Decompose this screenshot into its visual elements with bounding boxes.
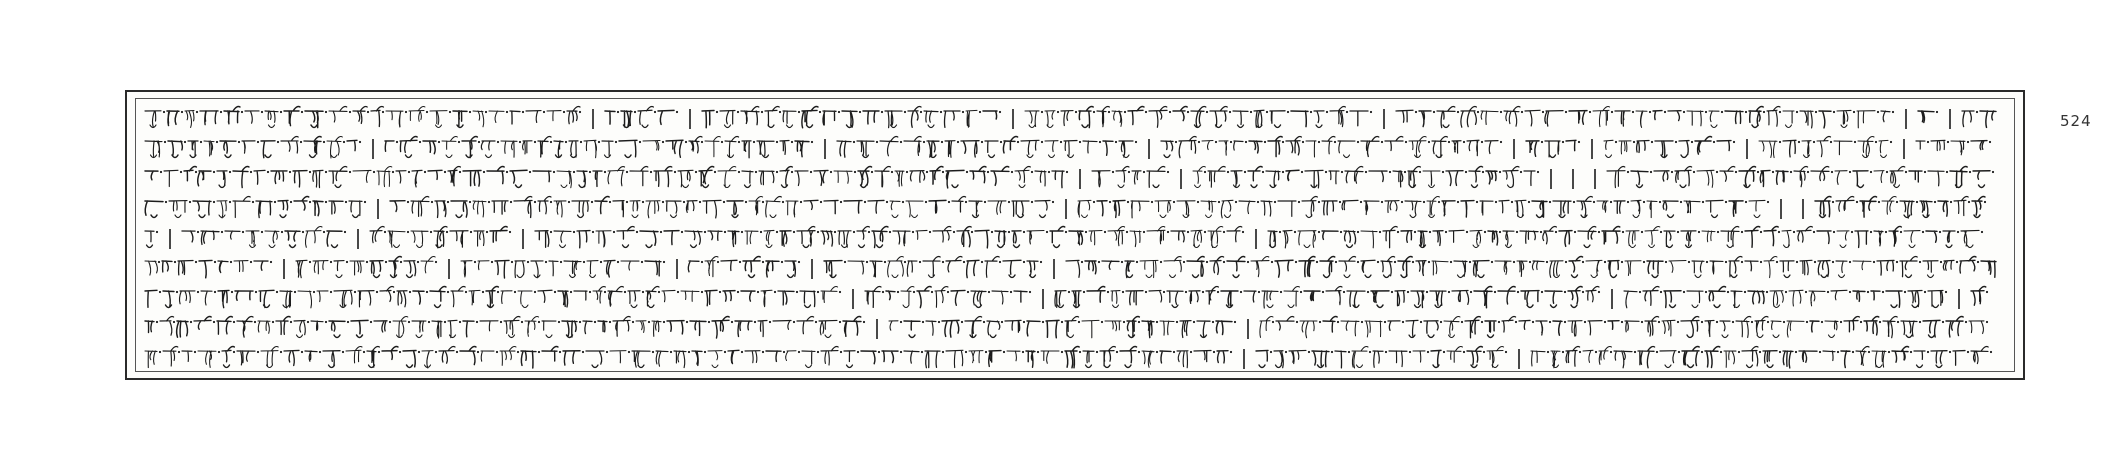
manuscript-line — [145, 197, 1986, 220]
manuscript-line — [145, 167, 1994, 190]
manuscript-line — [145, 227, 1983, 250]
manuscript-folio — [125, 90, 2025, 380]
manuscript-text-block — [141, 102, 2009, 368]
manuscript-line — [145, 137, 1991, 160]
page-number: 524 — [2060, 112, 2092, 130]
tibetan-handwriting-image — [141, 102, 1997, 372]
manuscript-line — [145, 347, 1992, 370]
manuscript-line — [145, 107, 1997, 130]
manuscript-line — [145, 257, 1997, 280]
manuscript-line — [145, 317, 1988, 340]
manuscript-line — [145, 287, 1988, 310]
